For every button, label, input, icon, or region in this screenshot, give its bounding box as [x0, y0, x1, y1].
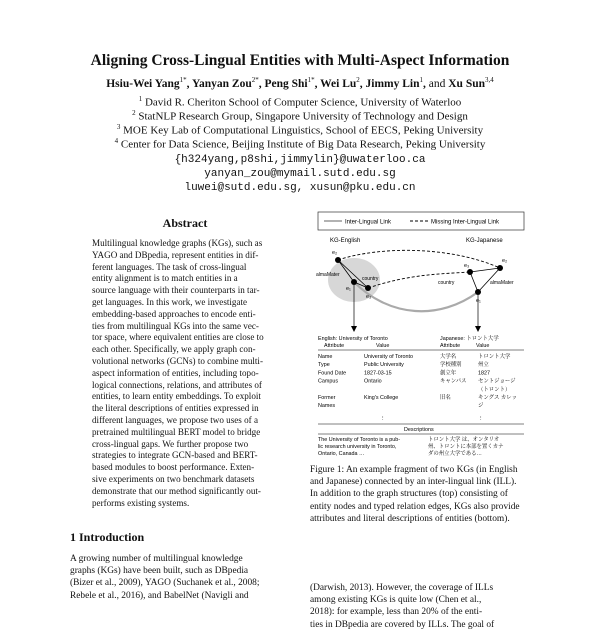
abstract-line: get languages. In this work, we investigate [92, 296, 248, 307]
desc-ja-2: 州、トロントに本部を置くカナ [428, 444, 504, 450]
abstract-line: ferent languages. The task of cross-lingual [92, 261, 247, 272]
author-5: Jimmy Lin$^1$ [365, 76, 424, 90]
desc-en-2: lic research university in Toronto, [318, 444, 397, 450]
author-3: Peng Shi$^{1*}$ [264, 76, 315, 90]
right-column-line: ties in DBpedia are covered by ILLs. The goal of [310, 619, 495, 630]
arrow-right-head [475, 326, 481, 332]
table-rows [318, 352, 517, 409]
abstract-line: YAGO and DBpedia, represent entities in dif- [92, 249, 259, 260]
author-2: Yanyan Zou$^{2*}$ [191, 76, 259, 90]
relation-almamater-right: almaMater [490, 280, 514, 286]
node-right-e2 [497, 265, 503, 271]
author-6: Xu Sun$^{3,4}$ [448, 76, 494, 90]
table-cell: Found Date [318, 370, 347, 377]
col-head-attr-en: Attribute [324, 343, 345, 349]
abstract-line: performs existing systems. [92, 497, 190, 508]
table-cell: Public University [364, 362, 404, 369]
node-mark-6: e₁ [476, 298, 481, 304]
abstract-line: ties from multilingual KGs into the same vec- [92, 320, 259, 331]
table-cell: セントジョージ [478, 378, 516, 385]
abstract-heading: Abstract [162, 216, 208, 230]
attribute-table [318, 334, 524, 457]
desc-en-3: Ontario, Canada … [318, 451, 365, 457]
legend-dashed-label: Missing Inter-Lingual Link [431, 219, 500, 226]
right-column-line: among existing KGs is quite low (Chen et al., [310, 595, 482, 606]
author-and: and [428, 77, 446, 90]
desc-en-1: The University of Toronto is a pub- [318, 437, 400, 443]
right-column-body [310, 582, 532, 631]
caption-line: Figure 1: An example fragment of two KGs (in English [310, 465, 518, 475]
caption-line: entity nodes and typed relation edges, KGs also provide [310, 501, 520, 512]
table-cell: （トロント） [478, 386, 511, 393]
node-mark-2: e₁ [346, 286, 351, 292]
abstract-line: cross-lingual gaps. We further propose two [92, 438, 249, 449]
right-column-line: (Darwish, 2013). However, the coverage of ILLs [310, 583, 494, 593]
col-head-val-ja: Value [476, 343, 490, 349]
right-edge-1 [470, 272, 478, 292]
introduction-body [70, 553, 302, 602]
caption-line: and Japanese) connected by an inter-lingual link (ILL). [310, 477, 517, 488]
intro-line: graphs (KGs) have been built, such as DBpedia [70, 566, 249, 577]
affiliation-1: $^1$ David R. Cheriton School of Computer Science, University of Waterloo [138, 95, 462, 109]
email-line-3: luwei@sutd.edu.sg, xusun@pku.edu.cn [184, 182, 416, 194]
section-heading-introduction: 1 Introduction [70, 530, 145, 544]
descriptions-label: Descriptions [404, 427, 434, 433]
caption-line: In addition to the graph structures (top) consisting of [310, 489, 508, 500]
table-cell: Names [318, 403, 336, 410]
abstract-line: embedding-based approaches to encode enti- [92, 308, 256, 319]
desc-ja-1: トロント大学 は、オンタリオ [428, 437, 500, 443]
table-cell: Campus [318, 378, 339, 385]
table-ellipsis-en: ⋮ [380, 416, 386, 422]
abstract-line: logical connections, relations, and attributes of [92, 379, 262, 390]
table-cell: 大学名 [440, 354, 457, 360]
node-mark-5: e₂ [502, 258, 508, 264]
intro-line: A growing number of multilingual knowledge [70, 554, 243, 564]
author-1: Hsiu-Wei Yang$^{1*}$ [106, 76, 187, 90]
abstract-line: different languages, we propose two uses of a [92, 414, 258, 425]
table-ellipsis-ja: ⋮ [478, 416, 484, 422]
relation-country-right: country [438, 280, 455, 286]
kg-right-label: KG-Japanese [466, 238, 503, 244]
abstract-line: tor space, where equivalent entities are close to [92, 332, 264, 343]
author-4: Wei Lu$^2$ [320, 76, 360, 90]
col-head-attr-ja: Attribute [440, 343, 461, 349]
abstract-line: source language with their counterparts in tar- [92, 285, 260, 296]
kg-left-label: KG-English [330, 238, 361, 244]
table-cell: キングス カレッ [478, 395, 517, 401]
table-cell: トロント大学 [478, 354, 511, 360]
node-mark-1: e₂ [332, 250, 338, 256]
right-column-line: 2018): for example, less than 20% of the enti- [310, 607, 483, 618]
relation-country-left: country [362, 276, 379, 282]
relation-almamater-left: almaMater [316, 272, 340, 278]
legend-solid-label: Inter-Lingual Link [345, 219, 392, 226]
desc-ja-3: ダの州立大学である… [428, 451, 482, 457]
affiliation-4: $^4$ Center for Data Science, Beijing Institute of Big Data Research, Peking University [114, 137, 486, 151]
affiliation-2: $^2$ StatNLP Research Group, Singapore University of Technology and Design [132, 109, 468, 123]
table-ja-header: Japanese: トロント大学 [440, 336, 499, 342]
author-line: Hsiu-Wei Yang$^{1*}$, Yanyan Zou$^{2*}$, Peng Shi$^{1*}$, Wei Lu$^2$, Jimmy Lin$^1$, and Xu Sun$^{3,4}$ [106, 76, 494, 90]
table-en-header: English: University of Toronto [318, 336, 388, 342]
table-cell: 州立 [478, 362, 489, 369]
node-right-e1 [475, 289, 481, 295]
table-cell: 創立年 [440, 370, 457, 377]
abstract-line: pretrained multilingual BERT model to bridge [92, 426, 261, 437]
intro-line: (Bizer et al., 2009), YAGO (Suchanek et al., 2008; [70, 578, 260, 589]
table-cell: ジ [478, 403, 484, 410]
table-cell: Former [318, 395, 336, 401]
right-edge-3 [470, 268, 500, 272]
abstract-line: based modules to boost performance. Exten- [92, 462, 255, 473]
figure-1 [310, 210, 532, 460]
col-head-val-en: Value [376, 343, 390, 349]
abstract-line: demonstrate that our method significantly out- [92, 485, 261, 496]
table-cell: Ontario [364, 378, 382, 385]
table-cell: University of Toronto [364, 354, 414, 360]
table-cell: Name [318, 354, 333, 360]
abstract-line: volutional networks (GCNs) to combine multi- [92, 355, 263, 366]
table-cell: 1827-03-15 [364, 370, 392, 377]
paper-title: Aligning Cross-Lingual Entities with Multi-Aspect Information [90, 52, 510, 69]
abstract-line: each other. Specifically, we apply graph con- [92, 344, 256, 355]
abstract-line: sive experiments on two benchmark datasets [92, 473, 255, 484]
table-cell: Type [318, 362, 330, 369]
caption-line: attributes and literal descriptions of entities (bottom). [310, 513, 510, 524]
missing-link-mid [368, 272, 470, 288]
node-mark-3: e₃ [366, 294, 372, 300]
node-left-e1 [351, 279, 357, 285]
node-mark-4: e₃ [464, 263, 470, 269]
arrow-left-head [351, 326, 357, 332]
abstract-body [92, 238, 278, 509]
table-cell: キャンパス [440, 378, 467, 385]
email-line-2: yanyan_zou@mymail.sutd.edu.sg [204, 168, 396, 180]
abstract-line: strategies to integrate GCN-based and BERT- [92, 450, 258, 461]
abstract-line: aspect information of entities, including topo- [92, 367, 259, 378]
email-line-1: {h324yang,p8shi,jimmylin}@uwaterloo.ca [174, 154, 426, 166]
figure-caption [310, 464, 532, 525]
table-cell: 1827 [478, 370, 490, 377]
table-cell: 旧名 [440, 395, 451, 401]
intro-line: Rebele et al., 2016), and BabelNet (Navigli and [70, 590, 249, 601]
abstract-line: entities, to learn entity embeddings. To exploit [92, 391, 261, 402]
abstract-line: entity alignment is to match entities in a [92, 273, 238, 284]
abstract-line: the literal descriptions of entities expressed in [92, 403, 259, 414]
node-right-e3 [467, 269, 473, 275]
table-cell: 学校種別 [440, 362, 462, 369]
node-left-e3 [365, 285, 371, 291]
abstract-line: Multilingual knowledge graphs (KGs), such as [92, 238, 263, 248]
node-left-e2 [335, 257, 341, 263]
affiliation-3: $^3$ MOE Key Lab of Computational Linguistics, School of EECS, Peking University [116, 123, 484, 137]
table-cell: King's College [364, 395, 399, 401]
